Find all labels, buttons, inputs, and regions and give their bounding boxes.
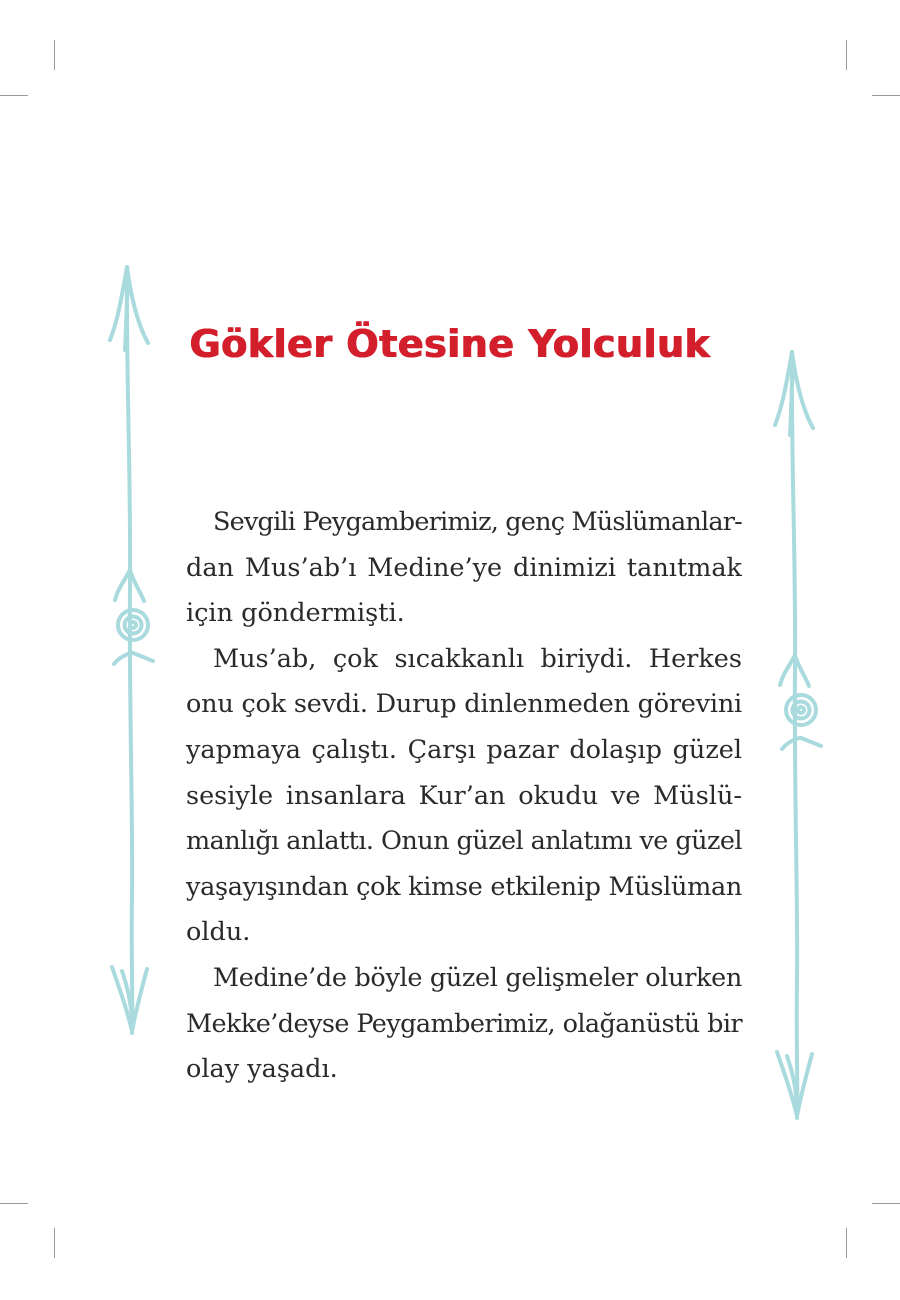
text-line: oldu. <box>186 917 251 948</box>
crop-mark <box>54 1228 55 1258</box>
text-line: Mekke’deyse Peygamberimiz, olağanüstü bir <box>186 1008 742 1039</box>
text-line: için göndermişti. <box>186 598 405 629</box>
page-title: Gökler Ötesine Yolculuk <box>189 322 711 366</box>
crop-mark <box>0 95 28 96</box>
text-line: olay yaşadı. <box>186 1054 338 1085</box>
text-line: onu çok sevdi. Durup dinlenmeden görevini <box>186 689 742 720</box>
body-text <box>186 500 742 1093</box>
crop-mark <box>54 40 55 70</box>
text-line: Medine’de böyle güzel gelişmeler olurken <box>213 962 742 993</box>
text-line: Sevgili Peygamberimiz, genç Müslümanlar- <box>213 507 742 537</box>
right-arrow-ornament <box>765 340 835 1130</box>
crop-mark <box>0 1203 28 1204</box>
crop-mark <box>846 1228 847 1258</box>
text-line: Mus’ab, çok sıcakkanlı biriydi. Herkes <box>213 643 742 674</box>
text-line: dan Mus’ab’ı Medine’ye dinimizi tanıtmak <box>186 552 742 583</box>
text-line: sesiyle insanlara Kur’an okudu ve Müslü- <box>186 780 742 811</box>
crop-mark <box>846 40 847 70</box>
crop-mark <box>872 95 900 96</box>
crop-mark <box>872 1203 900 1204</box>
text-line: yaşayışından çok kimse etkilenip Müslüman <box>186 871 742 902</box>
text-line: manlığı anlattı. Onun güzel anlatımı ve güzel <box>186 826 742 857</box>
left-arrow-ornament <box>100 255 170 1045</box>
text-line: yapmaya çalıştı. Çarşı pazar dolaşıp güzel <box>186 734 742 765</box>
